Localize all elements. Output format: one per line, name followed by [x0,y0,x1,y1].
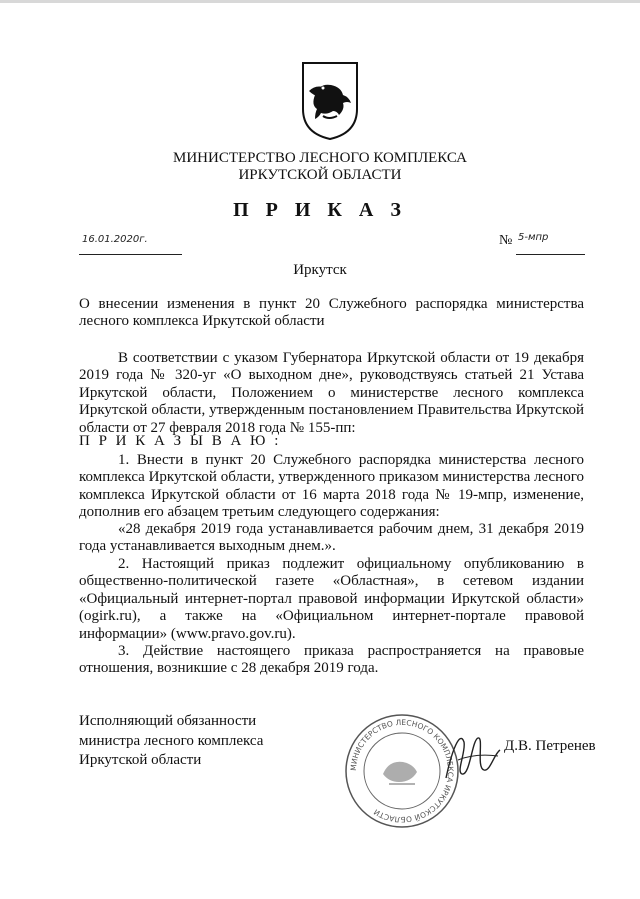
irkutsk-coat-of-arms-icon [301,61,359,141]
handwritten-date: 16.01.2020г. [82,234,148,245]
signatory-name: Д.В. Петренев [504,738,596,754]
subject-paragraph: О внесении изменения в пункт 20 Служебного распорядка министерства лесного комплекса Иркутской области [79,296,584,330]
city-name: Иркутск [293,262,347,278]
seal-text: МИНИСТЕРСТВО ЛЕСНОГО КОМПЛЕКСА ИРКУТСКОЙ ОБЛАСТИ [348,717,456,825]
order-word: П Р И К А З Ы В А Ю : [79,433,281,449]
scan-edge [0,0,640,3]
ministry-name [0,150,640,184]
order-item-3: 3. Действие настоящего приказа распространяется на правовые отношения, возникшие с 28 декабря 2019 года. [79,643,584,677]
order-item-1-quote: «28 декабря 2019 года устанавливается рабочим днем, 31 декабря 2019 года устанавливается выходным днем.». [79,521,584,555]
signatory-position [79,712,263,771]
handwritten-number: 5-мпр [518,232,549,243]
ministry-line-1: МИНИСТЕРСТВО ЛЕСНОГО КОМПЛЕКСА [172,150,468,166]
order-item-1: 1. Внести в пункт 20 Служебного распорядка министерства лесного комплекса Иркутской области, утвержденного приказом министерства лесного комплекса Иркутской области от 16 марта 2018 года № 19-мпр, изменение, дополнив его абзацем третьим следующего содержания: [79,452,584,521]
handwritten-signature-icon [438,720,508,790]
preamble-paragraph: В соответствии с указом Губернатора Иркутской области от 19 декабря 2019 года № 320-уг «О выходном дне», руководствуясь статьей 21 Устава Иркутской области, Положением о министерстве лесного комплекса Иркутской области, утвержденным постановлением Правительства Иркутской области от 27 февраля 2018 года № 155-пп: [79,350,584,436]
number-sign: № [499,233,513,248]
position-line-1: Исполняющий обязанности [79,713,257,729]
position-line-2: министра лесного комплекса [79,732,264,749]
ministry-line-2: ИРКУТСКОЙ ОБЛАСТИ [238,167,402,183]
number-underline [516,241,585,255]
position-line-3: Иркутской области [79,752,202,769]
order-item-2: 2. Настоящий приказ подлежит официальному опубликованию в общественно-политической газете «Областная», в сетевом издании «Официальный интернет-портал правовой информации Иркутской области» (ogirk.ru), а также на «Официальном интернет-портале правовой информации» (www.pravo.gov.ru). [79,556,584,642]
document-title: П Р И К А З [233,199,407,221]
